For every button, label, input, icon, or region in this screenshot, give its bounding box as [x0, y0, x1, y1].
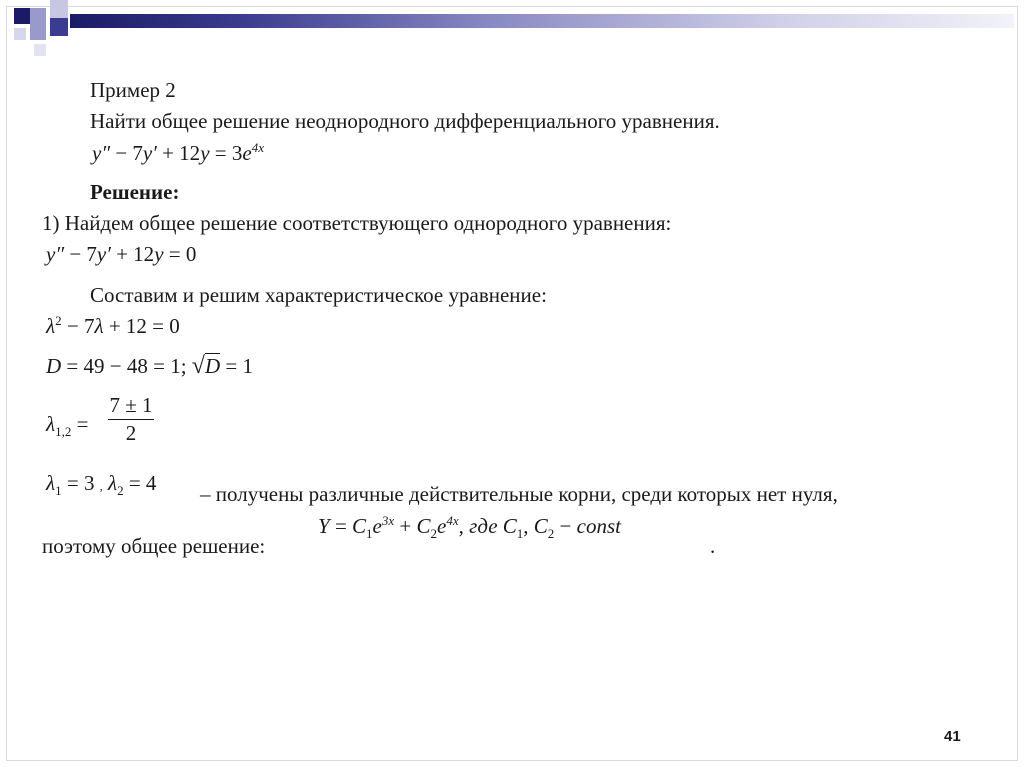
characteristic-equation: $\lambda^2 - 7\lambda + 12 = 0$ [46, 313, 180, 338]
roots-fraction-numerator: 7 ± 1 [109, 393, 153, 417]
header-gradient-bar [70, 14, 1014, 28]
solution-heading: Решение: [90, 180, 180, 204]
decor-square-7 [34, 44, 46, 56]
roots-comment: – получены различные действительные корни, среди которых нет нуля, [200, 482, 838, 506]
roots-values: $\lambda_1 = 3$ , $\lambda_2 = 4$ [46, 471, 157, 499]
decor-square-6 [14, 28, 26, 40]
roots-formula-lhs: $\lambda_{1,2}$ = [46, 412, 89, 440]
decor-square-4 [30, 24, 46, 40]
roots-fraction [108, 395, 154, 444]
decor-square-5 [50, 18, 68, 36]
decor-square-3 [50, 0, 68, 18]
general-solution-intro: поэтому общее решение: [42, 534, 266, 558]
page-number: 41 [944, 728, 961, 745]
decor-square-2 [30, 8, 46, 24]
main-equation: $y'' - 7y' + 12y = 3e^{4x}$ [92, 140, 264, 165]
homogeneous-equation: y″ − 7y′ + 12y = 0 [46, 242, 197, 266]
example-title: Пример 2 [90, 78, 176, 102]
char-intro-text: Составим и решим характеристическое уравнение: [90, 283, 547, 307]
discriminant: D = 49 − 48 = 1; √D = 1 [46, 353, 253, 379]
general-solution: $Y = C_1e^{3x} + C_2e^{4x}$, где $C_1$, $C_2$ − const [318, 513, 621, 542]
roots-fraction-denominator: 2 [125, 421, 137, 445]
decor-square-1 [14, 8, 30, 24]
general-solution-dot: . [710, 534, 716, 558]
task-text: Найти общее решение неоднородного дифференциального уравнения. [90, 109, 720, 133]
step-1-text: 1) Найдем общее решение соответствующего однородного уравнения: [42, 211, 672, 235]
